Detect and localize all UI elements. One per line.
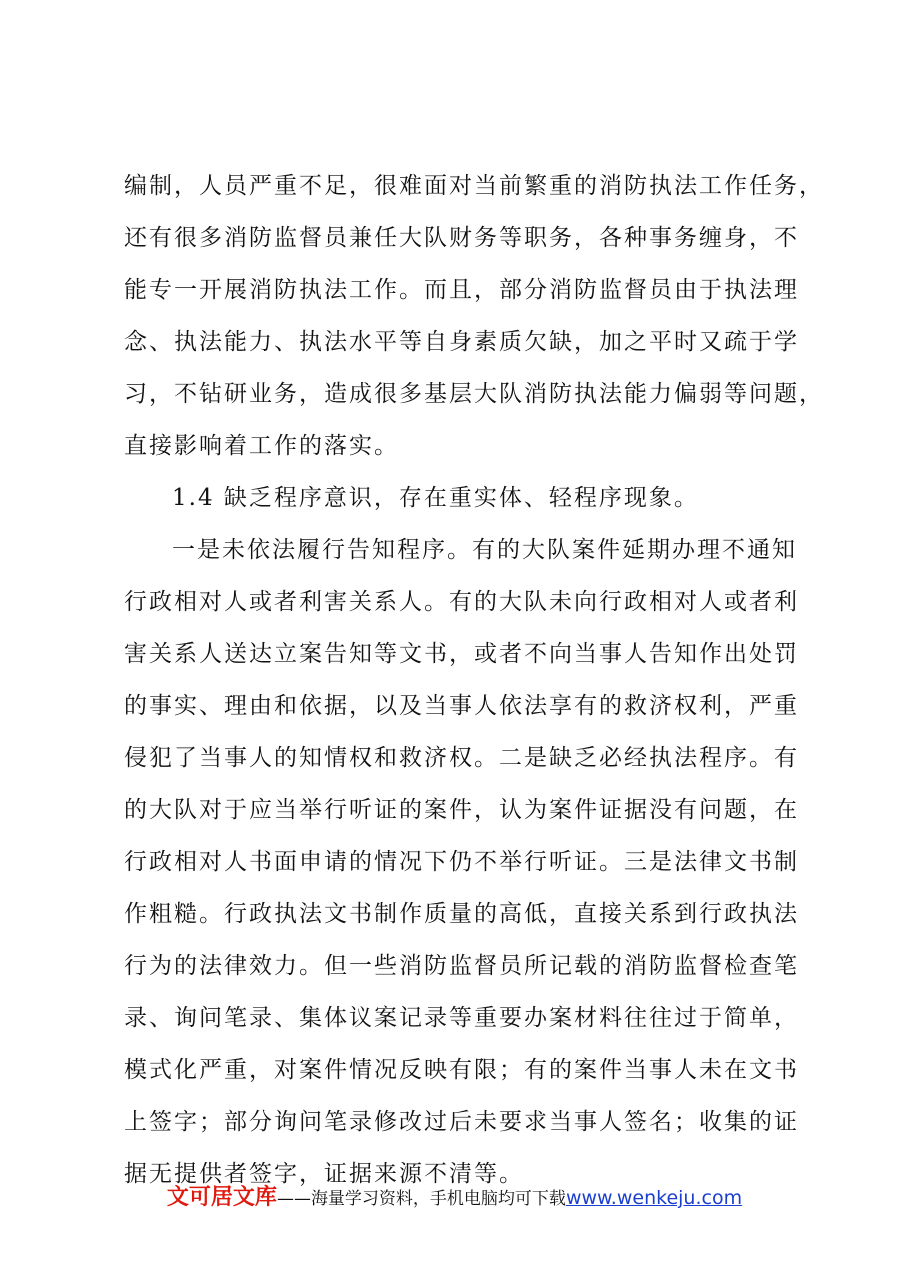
text-line: 念、执法能力、执法水平等自身素质欠缺，加之平时又疏于学 [124,329,799,355]
footer-brand: 文可居文库 [166,1185,277,1210]
body-text [124,160,824,1200]
text-line: 上签字；部分询问笔录修改过后未要求当事人签名；收集的证 [124,1109,799,1135]
text-line: 能专一开展消防执法工作。而且，部分消防监督员由于执法理 [124,277,799,303]
text-line: 直接影响着工作的落实。 [124,433,399,459]
text-line: 编制，人员严重不足，很难面对当前繁重的消防执法工作任务， [124,173,824,199]
text-line: 习，不钻研业务，造成很多基层大队消防执法能力偏弱等问题， [124,381,824,407]
text-line: 录、询问笔录、集体议案记录等重要办案材料往往过于简单， [124,1005,799,1031]
text-line: 行政相对人或者利害关系人。有的大队未向行政相对人或者利 [124,589,799,615]
text-line: 据无提供者签字，证据来源不清等。 [124,1161,524,1187]
text-line: 一是未依法履行告知程序。有的大队案件延期办理不通知 [172,537,797,563]
text-line: 的大队对于应当举行听证的案件，认为案件证据没有问题，在 [124,797,799,823]
text-line: 的事实、理由和依据，以及当事人依法享有的救济权利，严重 [124,693,799,719]
text-line: 还有很多消防监督员兼任大队财务等职务，各种事务缠身，不 [124,225,799,251]
text-line: 1.4 缺乏程序意识，存在重实体、轻程序现象。 [172,485,699,511]
text-line: 行政相对人书面申请的情况下仍不举行听证。三是法律文书制 [124,849,799,875]
footer-banner [0,1180,909,1211]
text-line: 侵犯了当事人的知情权和救济权。二是缺乏必经执法程序。有 [124,745,799,771]
text-line: 模式化严重，对案件情况反映有限；有的案件当事人未在文书 [124,1057,799,1083]
footer-slogan: ——海量学习资料，手机电脑均可下载 [276,1189,566,1209]
text-line: 作粗糙。行政执法文书制作质量的高低，直接关系到行政执法 [124,901,799,927]
text-line: 害关系人送达立案告知等文书，或者不向当事人告知作出处罚 [124,641,799,667]
text-line: 行为的法律效力。但一些消防监督员所记载的消防监督检查笔 [124,953,799,979]
footer-site-link[interactable]: www.wenkeju.com [565,1187,743,1209]
